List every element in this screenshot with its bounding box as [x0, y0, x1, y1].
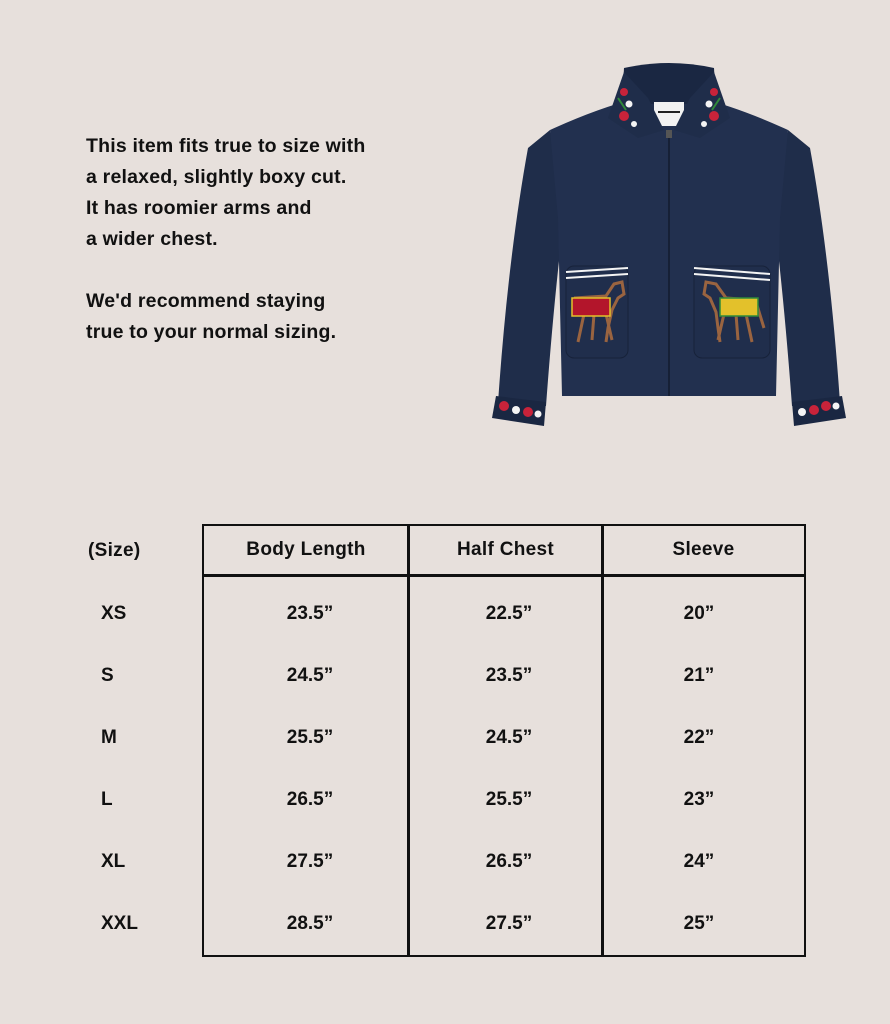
size-label-xl: XL	[101, 851, 126, 872]
cell-s-half-chest: 23.5”	[485, 665, 533, 686]
cell-l-body-length: 26.5”	[286, 789, 334, 810]
cell-xxl-sleeve: 25”	[683, 913, 715, 934]
fit-line-1: This item fits true to size with	[86, 135, 366, 157]
size-label-m: M	[101, 727, 117, 748]
cell-s-sleeve: 21”	[683, 665, 715, 686]
size-column-header: (Size)	[88, 540, 141, 561]
header-half-chest: Half Chest	[457, 539, 554, 560]
fit-line-4: a wider chest.	[86, 228, 218, 250]
product-image-jacket	[488, 58, 850, 430]
left-pocket	[566, 266, 628, 358]
cell-xs-sleeve: 20”	[683, 603, 715, 624]
size-label-s: S	[101, 665, 114, 686]
size-chart-table	[202, 524, 806, 957]
cell-xl-sleeve: 24”	[683, 851, 715, 872]
cell-xxl-body-length: 28.5”	[286, 913, 334, 934]
cell-s-body-length: 24.5”	[286, 665, 334, 686]
cell-xl-body-length: 27.5”	[286, 851, 334, 872]
size-label-xs: XS	[101, 603, 127, 624]
size-label-xxl: XXL	[101, 913, 138, 934]
cell-l-half-chest: 25.5”	[485, 789, 533, 810]
recommend-line-2: true to your normal sizing.	[86, 321, 337, 343]
fit-line-3: It has roomier arms and	[86, 197, 312, 219]
cell-xl-half-chest: 26.5”	[485, 851, 533, 872]
fit-line-2: a relaxed, slightly boxy cut.	[86, 166, 347, 188]
header-sleeve: Sleeve	[672, 539, 735, 560]
size-label-l: L	[101, 789, 113, 810]
cell-l-sleeve: 23”	[683, 789, 715, 810]
cell-xxl-half-chest: 27.5”	[485, 913, 533, 934]
cell-m-half-chest: 24.5”	[485, 727, 533, 748]
cell-xs-body-length: 23.5”	[286, 603, 334, 624]
cell-m-sleeve: 22”	[683, 727, 715, 748]
cell-m-body-length: 25.5”	[286, 727, 334, 748]
header-divider	[204, 574, 804, 577]
right-pocket	[694, 266, 770, 358]
fit-description	[86, 131, 426, 348]
recommend-line-1: We'd recommend staying	[86, 290, 326, 312]
cell-xs-half-chest: 22.5”	[485, 603, 533, 624]
header-body-length: Body Length	[246, 539, 366, 560]
